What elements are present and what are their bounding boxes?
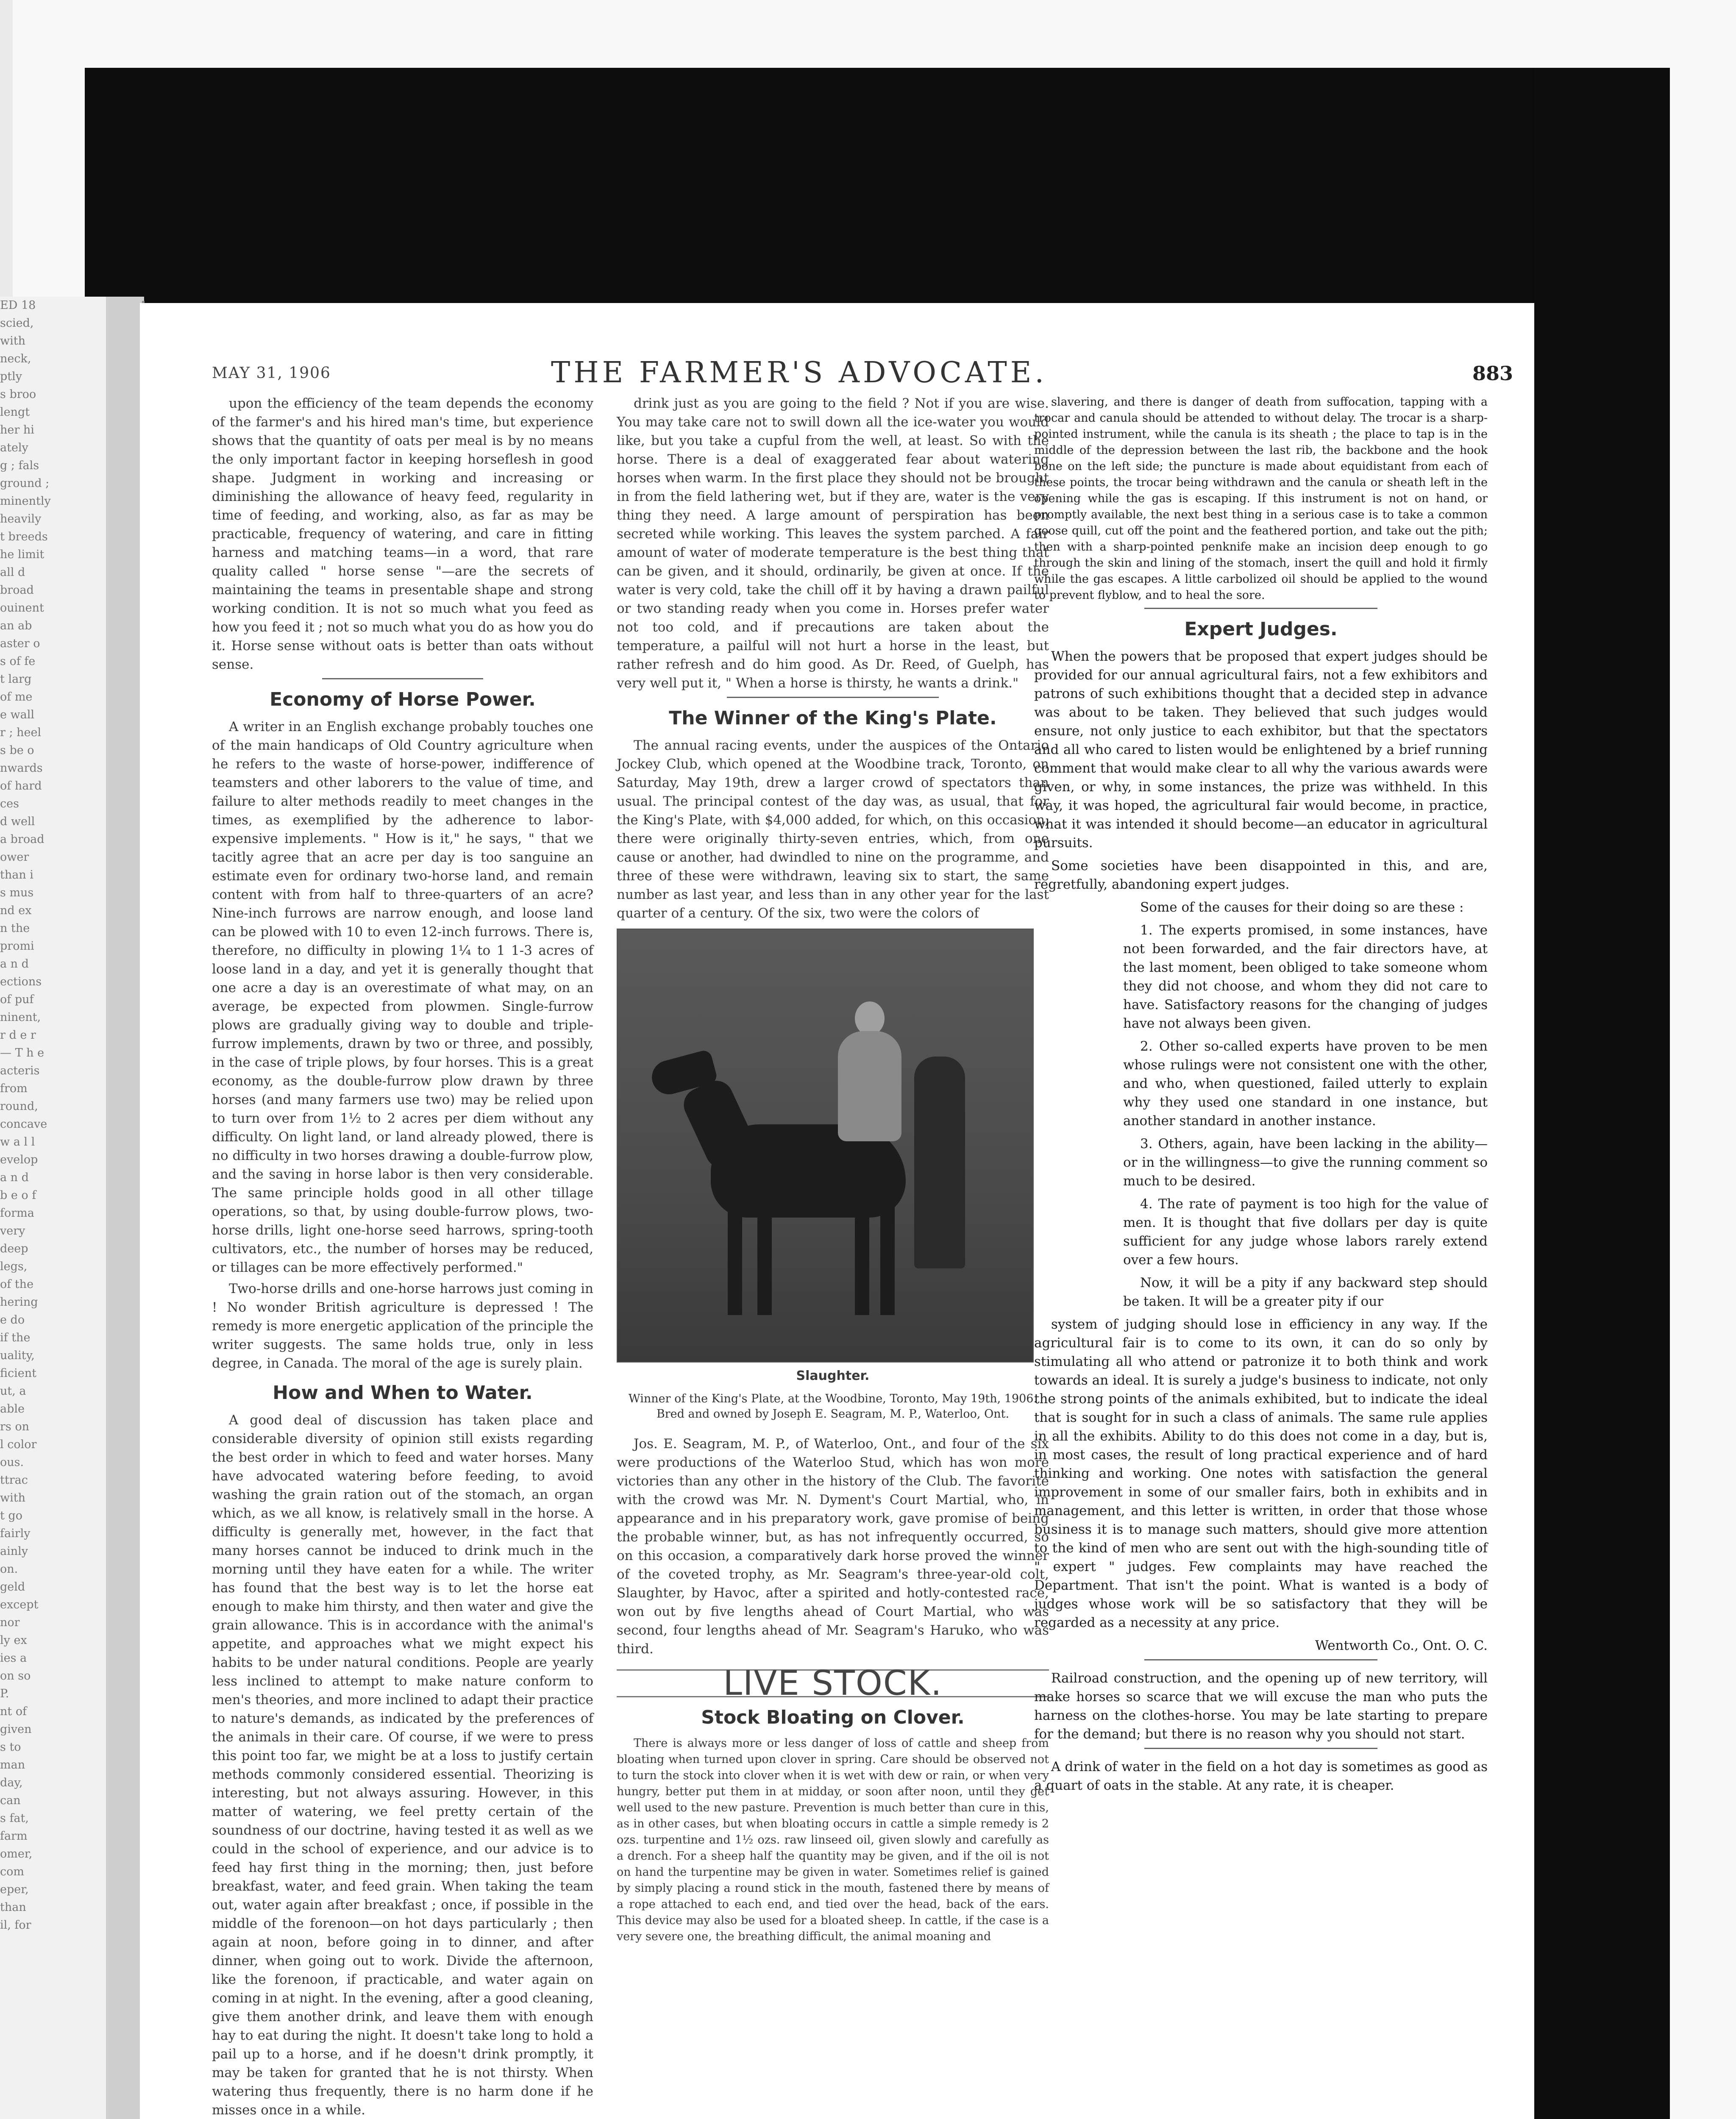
previous-page-text-fragment: s fat,	[0, 1812, 29, 1825]
section-title-expert-judges: Expert Judges.	[1184, 618, 1338, 640]
binding-shadow	[106, 297, 144, 2119]
previous-page-text-fragment: d well	[0, 815, 35, 828]
previous-page-text-fragment: an ab	[0, 619, 32, 632]
previous-page-text-fragment: uality,	[0, 1349, 35, 1362]
rule	[1144, 1659, 1377, 1660]
previous-page-text-fragment: broad	[0, 584, 34, 597]
previous-page-text-fragment: ower	[0, 851, 29, 864]
previous-page-text-fragment: given	[0, 1723, 32, 1736]
previous-page-text-fragment: lengt	[0, 406, 30, 419]
previous-page-text-fragment: e wall	[0, 708, 35, 721]
rule	[1144, 608, 1377, 609]
previous-page-text-fragment: of hard	[0, 779, 42, 793]
previous-page-text-fragment: than	[0, 1901, 26, 1914]
previous-page-text-fragment: ut, a	[0, 1385, 26, 1398]
section-title-economy: Economy of Horse Power.	[270, 689, 536, 710]
previous-page-text-fragment: a broad	[0, 833, 45, 846]
previous-page-text-fragment: promi	[0, 940, 34, 953]
rule	[727, 697, 939, 698]
letter-signature: Wentworth Co., Ont. O. C.	[1315, 1638, 1488, 1653]
previous-page-text-fragment: l color	[0, 1438, 37, 1451]
article-paragraph: A good deal of discussion has taken place and considerable diversity of opinion still exists regarding the best order in which to feed and water horses. Many have advocated watering before feeding, to avoid washing the grain ration out of the stomach, an organ which, as we all know, is relatively small in the horse. A difficulty is generally met, however, in the fact that many horses cannot be induced to drink much in the morning until they have eaten for a while. The writer has found that the best way is to let the horse eat enough to make him thirsty, and then water and give the grain allowance. This is in accordance with the animal's appetite, and approaches what we might expect his habits to be under natural conditions. People are yearly less inclined to attempt to make nature conform to men's theories, and more inclined to adapt their practice to nature's demands, as indicated by the preferences of the animals in their care. Of course, if we were to press this point too far, we might be at a loss to justify certain methods commonly considered essential. Theorizing is interesting, but not always assuring. However, in this matter of watering, we feel pretty certain of the soundness of our doctrine, having tested it as well as we could in the school of experience, and our advice is to feed hay first thing in the morning; then, just before breakfast, water, and feed grain. When taking the team out, water again after breakfast ; once, if possible in the middle of the forenoon—on hot days particularly ; then again at noon, before going in to dinner, and after dinner, when going out to work. Divide the afternoon, like the forenoon, if practicable, and water again on coming in at night. In the evening, after a good cleaning, give them another drink, and leave them with enough hay to eat during the night. It doesn't take long to hold a pail up to a horse, and if he doesn't drink promptly, it may be taken for granted that he is not thirsty. When watering thus frequently, there is no harm done if he misses once in a while.	[212, 1413, 593, 2118]
photo-title: Slaughter.	[796, 1368, 870, 1383]
previous-page-text-fragment: with	[0, 1491, 25, 1504]
previous-page-text-fragment: ly ex	[0, 1634, 27, 1647]
previous-page-text-fragment: man	[0, 1758, 25, 1771]
previous-page-text-fragment: w a l l	[0, 1135, 35, 1148]
previous-page-text-fragment: r d e r	[0, 1029, 36, 1042]
list-item: 3. Others, again, have been lacking in the ability—or in the willingness—to give the running comment so much to be desired.	[1123, 1136, 1488, 1189]
previous-page-text-fragment: hering	[0, 1296, 38, 1309]
previous-page-text-fragment: ficient	[0, 1367, 36, 1380]
previous-page-text-fragment: eper,	[0, 1883, 29, 1896]
previous-page-text-fragment: omer,	[0, 1847, 33, 1860]
previous-page-text-fragment: fairly	[0, 1527, 31, 1540]
previous-page-text-fragment: day,	[0, 1776, 23, 1789]
page-number: 883	[1472, 362, 1513, 385]
previous-page-text-fragment: ouinent	[0, 601, 44, 615]
previous-page-text-fragment: evelop	[0, 1153, 38, 1166]
previous-page-text-fragment: — T h e	[0, 1046, 45, 1060]
previous-page-text-fragment: rs on	[0, 1420, 29, 1433]
article-paragraph: A writer in an English exchange probably touches one of the main handicaps of Old Country agriculture when he refers to the waste of horse-power, indifference of teamsters and other laborers to the value of time, and failure to alter methods readily to meet changes in the times, as exemplified by the adherence to labor-expensive implements. " How is it," he says, " that we tacitly agree that an acre per day is too sanguine an estimate even for ordinary two-horse land, and remain content with from half to three-quarters of an acre? Nine-inch furrows are narrow enough, and loose land can be plowed with 10 to even 12-inch furrows. There is, therefore, no difficulty in plowing 1¼ to 1 1-3 acres of loose land in a day, and yet it is generally thought that one acre a day is an overestimate of what may, on an average, be expected from plowmen. Single-furrow plows are gradually giving way to double and triple-furrow implements, drawn by two or three, and possibly, in the case of triple plows, by four horses. This is a great economy, as the double-furrow plow drawn by three horses (and many farmers use two) may be relied upon to turn over from 1½ to 2 acres per diem without any difficulty. On light land, or land already plowed, there is no difficulty in two horses drawing a double-furrow plow, and the saving in horse labor is then very considerable. The same principle holds good in all other tillage operations, so that, by using double-furrow plows, two-horse drills, light one-horse seed harrows, spring-tooth cultivators, etc., the number of horses may be reduced, or tillages can be more effectively performed."	[212, 719, 593, 1275]
section-title-bloating: Stock Bloating on Clover.	[701, 1707, 965, 1728]
previous-page-text-fragment: ces	[0, 797, 19, 810]
previous-page-text-fragment: s of fe	[0, 655, 36, 668]
previous-page-text-fragment: geld	[0, 1580, 25, 1593]
previous-page-text-fragment: ninent,	[0, 1011, 41, 1024]
previous-page-text-fragment: t larg	[0, 673, 32, 686]
previous-page-text-fragment: P.	[0, 1687, 9, 1700]
article-paragraph: drink just as you are going to the field ? Not if you are wise. You may take care not to swill down all the ice-water you would like, but you take a cupful from the well, at least. So with the horse. There is a deal of exaggerated fear about watering horses when warm. In the first place they should not be brought in from the field lathering wet, but if they are, water is the very thing they need. A large amount of perspiration has been secreted while working. This leaves the system parched. A fair amount of water of moderate temperature is the best thing that can be given, and it should, ordinarily, be given at once. If the water is very cold, take the chill off it by having a drawn pailful or two standing ready when you come in. Horses prefer water not too cold, and if precautions are taken about the temperature, a pailful will not hurt a horse in the least, but rather refresh and do him good. As Dr. Reed, of Guelph, has very well put it, " When a horse is thirsty, he wants a drink."	[617, 396, 1049, 691]
article-paragraph: There is always more or less danger of loss of cattle and sheep from bloating when turned upon clover in spring. Care should be observed not to turn the stock into clover when it is wet with dew or rain, or when very hungry, better put them in at midday, or soon after noon, until they get well used to the new pasture. Prevention is much better than cure in this, as in other cases, but when bloating occurs in cattle a simple remedy is 2 ozs. turpentine and 1½ ozs. raw linseed oil, given slowly and carefully as a drench. For a sheep half the quantity may be given, and if the oil is not on hand the turpentine may be given in water. Sometimes relief is gained by simply placing a round stick in the mouth, fastened there by means of a rope attached to each end, and tied over the head, back of the ears. This device may also be used for a bloated sheep. In cattle, if the case is a very severe one, the breathing difficult, the animal moaning and	[617, 1737, 1049, 1943]
previous-page-text-fragment: ground ;	[0, 477, 50, 490]
article-paragraph: system of judging should lose in efficiency in any way. If the agricultural fair is to come to its own, it can do so only by stimulating all who attend or patronize it to both think and work towards an ideal. It is surely a judge's business to indicate, not only the strong points of the animals exhibited, but to indicate the ideal that is sought for in such a class of animals. The same rule applies in all the exhibits. Ability to do this does not come in a day, but is, in most cases, the result of long practical experience and of hard thinking and working. One notes with satisfaction the general improvement in some of our smaller fairs, both in exhibits and in management, and this letter is written, in order that those whose business it is to manage such matters, should give more attention to the kind of men who are sent out with the high-sounding title of " expert " judges. Few complaints may have reached the Department. That isn't the point. What is wanted is a body of judges whose work will be so satisfactory that they will be regarded as a necessity at any price.	[1034, 1317, 1488, 1630]
previous-page-text-fragment: from	[0, 1082, 28, 1095]
section-title-water: How and When to Water.	[273, 1382, 533, 1404]
previous-page-text-fragment: of the	[0, 1278, 34, 1291]
previous-page-text-fragment: nwards	[0, 762, 43, 775]
previous-page-text-fragment: he limit	[0, 548, 45, 561]
previous-page-text-fragment: of me	[0, 690, 33, 704]
article-paragraph: When the powers that be proposed that expert judges should be provided for our annual agricultural fairs, not a few exhibitors and patrons of such exhibitions thought that a decided step in advance was about to be taken. They believed that such judges would ensure, not only justice to each exhibitor, but that the spectators and all who cared to listen would be enlightened by a brief running comment that would make clear to all why the various awards were given, or why, in some instances, the prize was withheld. In this way, it was hoped, the agricultural fair would become, in practice, what it was intended it should become—an educator in agricultural pursuits.	[1034, 649, 1488, 851]
previous-page-text-fragment: ies a	[0, 1652, 27, 1665]
previous-page-text-fragment: ous.	[0, 1456, 24, 1469]
previous-page-text-fragment: ptly	[0, 370, 22, 383]
previous-page-text-fragment: concave	[0, 1118, 47, 1131]
column-3	[1034, 394, 1488, 1799]
previous-page-text-fragment: if the	[0, 1331, 31, 1344]
rule	[322, 678, 483, 679]
previous-page-text-fragment: n the	[0, 922, 30, 935]
previous-page-text-fragment: ections	[0, 975, 42, 988]
previous-page-text-fragment: minently	[0, 495, 51, 508]
live-stock-heading: LIVE STOCK.	[617, 1669, 1049, 1697]
previous-page-text-fragment: s to	[0, 1741, 21, 1754]
previous-page-text-fragment: heavily	[0, 512, 42, 526]
list-item: 4. The rate of payment is too high for the value of men. It is thought that five dollars per day is quite sufficient for any judge whose labors rarely extend over a few hours.	[1123, 1196, 1488, 1268]
scan-dark-border-top	[85, 68, 1670, 305]
previous-page-text-fragment: ttrac	[0, 1474, 28, 1487]
previous-page-text-fragment: il, for	[0, 1919, 31, 1932]
previous-page-text-fragment: g ; fals	[0, 459, 39, 472]
article-paragraph: Some societies have been disappointed in this, and are, regretfully, abandoning expert judges.	[1034, 858, 1488, 892]
previous-page-text-fragment: farm	[0, 1830, 28, 1843]
previous-page-text-fragment: s be o	[0, 744, 34, 757]
previous-page-text-fragment: neck,	[0, 352, 31, 365]
previous-page-text-fragment: com	[0, 1865, 24, 1878]
causes-list	[1123, 898, 1488, 1311]
previous-page-text-fragment: ainly	[0, 1545, 28, 1558]
column-1	[212, 394, 593, 2119]
list-item: 2. Other so-called experts have proven to be men whose rulings were not consistent one with the other, and who, when questioned, failed utterly to explain why they used one standard in one instance, but another standard in another instance.	[1123, 1039, 1488, 1129]
column-2	[617, 394, 1049, 1947]
article-paragraph: Railroad construction, and the opening up of new territory, will make horses so scarce that we will excuse the man who puts the harness on the clothes-horse. You may be late starting to prepare for the demand; but there is no reason why you should not start.	[1034, 1671, 1488, 1742]
previous-page-text-fragment: than i	[0, 868, 33, 882]
previous-page-text-fragment: t breeds	[0, 530, 48, 543]
previous-page-text-fragment: all d	[0, 566, 25, 579]
previous-page-text-fragment: ately	[0, 441, 28, 454]
previous-page-text-fragment: scied,	[0, 317, 34, 330]
previous-page-text-fragment: with	[0, 334, 25, 348]
previous-page-text-fragment: a n d	[0, 1171, 29, 1184]
previous-page-text-fragment: legs,	[0, 1260, 28, 1273]
horse-photograph	[617, 929, 1034, 1363]
page-header	[212, 356, 1560, 394]
previous-page-text-fragment: b e o f	[0, 1189, 36, 1202]
article-paragraph: slavering, and there is danger of death from suffocation, tapping with a trocar and canula should be attended to without delay. The trocar is a sharp-pointed instrument, while the canula is its sheath ; the place to tap is in the middle of the depression between the last rib, the backbone and the hook bone on the left side; the puncture is made about equidistant from each of these points, the trocar being withdrawn and the canula or sheath left in the opening while the gas is escaping. If this instrument is not on hand, or promptly available, the next best thing in a serious case is to take a common goose quill, cut off the point and the feathered portion, and take out the pith; then with a sharp-pointed penknife make an incision deep enough to go through the skin and lining of the stomach, insert the quill and hold it firmly while the gas escapes. A little carbolized oil should be applied to the wound to prevent flyblow, and to heal the sore.	[1034, 395, 1488, 602]
previous-page-text-fragment: s mus	[0, 886, 34, 899]
previous-page-text-fragment: on so	[0, 1669, 31, 1682]
article-paragraph: upon the efficiency of the team depends the economy of the farmer's and his hired man's time, but experience shows that the quantity of oats per meal is by no means the only important factor in keeping horseflesh in good shape. Judgment in working and increasing or diminishing the allowance of heavy feed, regularity in time of feeding, and working, also, as far as may be practicable, frequency of watering, and care in fitting harness and matching teams—in a word, that rare quality called " horse sense "—are the secrets of maintaining the teams in presentable shape and strong working condition. It is not so much what you feed as how you feed it ; not so much what you do as how you do it. Horse sense without oats is better than oats without sense.	[212, 396, 593, 672]
previous-page-text-fragment: t go	[0, 1509, 22, 1522]
previous-page-text-fragment: round,	[0, 1100, 38, 1113]
list-item: Some of the causes for their doing so are these :	[1140, 900, 1464, 915]
article-paragraph: Jos. E. Seagram, M. P., of Waterloo, Ont., and four of the six were productions of the Waterloo Stud, which has won more victories than any other in the history of the Club. The favorite with the crowd was Mr. N. Dyment's Court Martial, who, in appearance and in his preparatory work, gave promise of being the probable winner, but, as has not infrequently occurred, so on this occasion, a comparatively dark horse proved the winner of the coveted trophy, as Mr. Seagram's three-year-old colt, Slaughter, by Havoc, after a spirited and hotly-contested race, won out by five lengths ahead of Court Martial, who was second, four lengths ahead of Mr. Seagram's Haruko, who was third.	[617, 1436, 1049, 1657]
section-title-kings-plate: The Winner of the King's Plate.	[669, 707, 997, 729]
rule	[1144, 1748, 1377, 1749]
previous-page-text-fragment: s broo	[0, 388, 36, 401]
previous-page-text-fragment: r ; heel	[0, 726, 42, 739]
previous-page-text-fragment: e do	[0, 1313, 25, 1326]
previous-page-text-fragment: nd ex	[0, 904, 32, 917]
article-paragraph: A drink of water in the field on a hot day is sometimes as good as a quart of oats in the stable. At any rate, it is cheaper.	[1034, 1759, 1488, 1793]
list-item: Now, it will be a pity if any backward step should be taken. It will be a greater pity if our	[1123, 1275, 1488, 1309]
previous-page-text-fragment: ED 18	[0, 299, 36, 312]
previous-page-text-fragment: very	[0, 1224, 25, 1237]
photo-caption: Winner of the King's Plate, at the Woodbine, Toronto, May 19th, 1906. Bred and owned by Joseph E. Seagram, M. P., Waterloo, Ont.	[628, 1392, 1038, 1421]
previous-page-fragment	[0, 297, 106, 2119]
previous-page-text-fragment: except	[0, 1598, 39, 1611]
previous-page-text-fragment: acteris	[0, 1064, 40, 1077]
previous-page-text-fragment: deep	[0, 1242, 28, 1255]
previous-page-text-fragment: her hi	[0, 423, 34, 437]
issue-date: MAY 31, 1906	[212, 364, 331, 382]
previous-page-text-fragment: aster o	[0, 637, 40, 650]
previous-page-text-fragment: on.	[0, 1563, 18, 1576]
article-paragraph: Two-horse drills and one-horse harrows just coming in ! No wonder British agriculture is depressed ! The remedy is more energetic application of the principle the writer suggests. The same holds true, only in less degree, in Canada. The moral of the age is surely plain.	[212, 1281, 593, 1371]
article-paragraph: The annual racing events, under the auspices of the Ontario Jockey Club, which opened at the Woodbine track, Toronto, on Saturday, May 19th, drew a larger crowd of spectators than usual. The principal contest of the day was, as usual, that for the King's Plate, with $4,000 added, for which, on this occasion, there were originally thirty-seven entries, which, from one cause or another, had dwindled to nine on the programme, and three of these were withdrawn, leaving six to start, the same number as last year, and less than in any other year for the last quarter of a century. Of the six, two were the colors of	[617, 738, 1049, 921]
previous-page-text-fragment: able	[0, 1402, 25, 1415]
previous-page-text-fragment: nor	[0, 1616, 20, 1629]
previous-page-text-fragment: of puf	[0, 993, 34, 1006]
previous-page-text-fragment: can	[0, 1794, 21, 1807]
masthead-title: THE FARMER'S ADVOCATE.	[551, 356, 1047, 389]
previous-page-text-fragment: nt of	[0, 1705, 27, 1718]
previous-page-text-fragment: a n d	[0, 957, 29, 971]
list-item: 1. The experts promised, in some instances, have not been forwarded, and the fair directors have, at the last moment, been obliged to take someone whom they did not choose, and whom they did not care to have. Satisfactory reasons for the changing of judges have not always been given.	[1123, 923, 1488, 1031]
previous-page-text-fragment: forma	[0, 1207, 34, 1220]
